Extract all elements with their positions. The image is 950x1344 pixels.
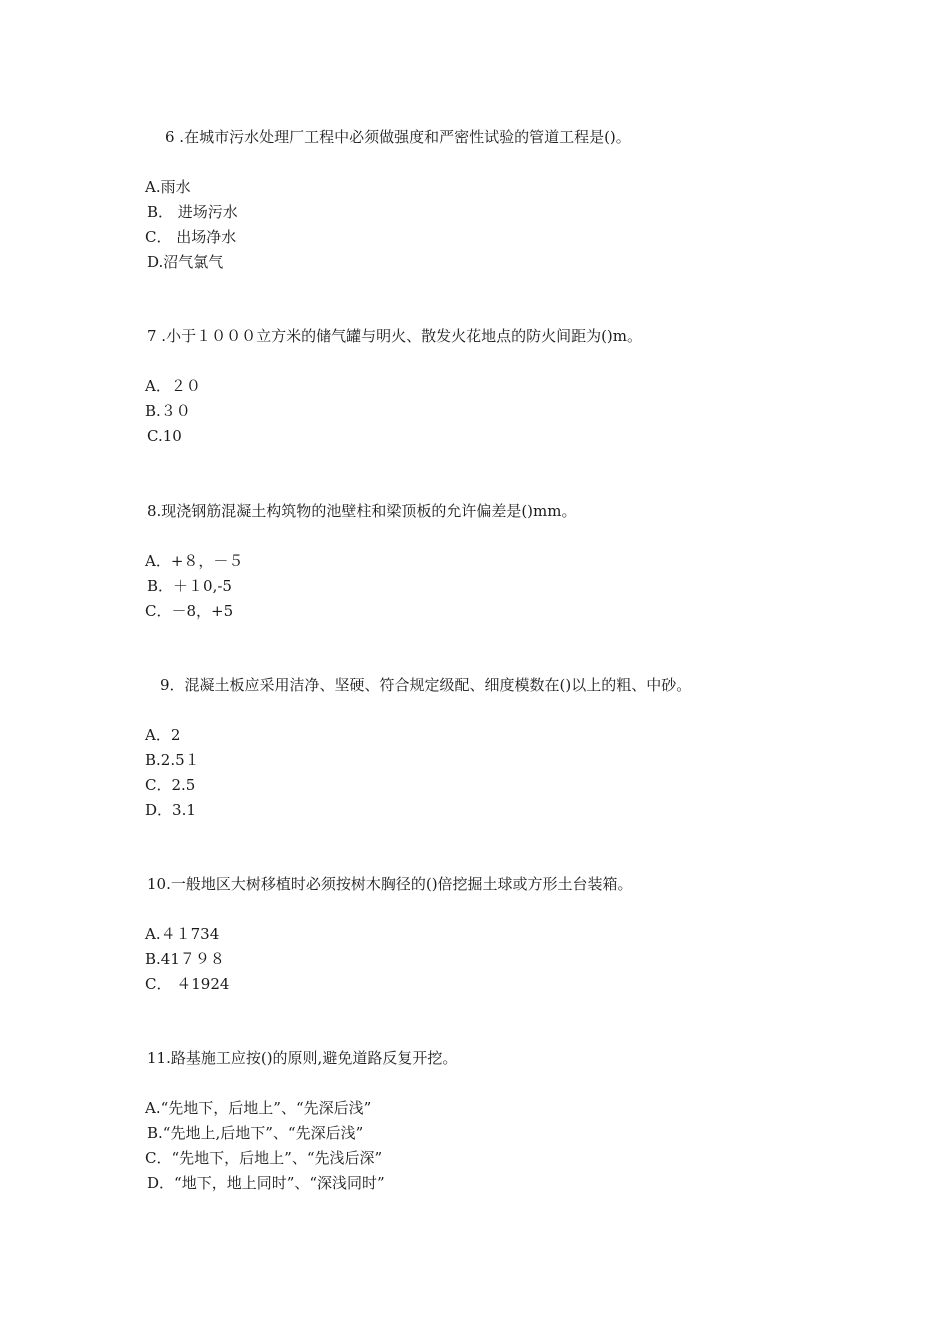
option-b: B．＋１0,-5 [147,577,232,595]
option-a: A.雨水 [145,178,191,196]
option-d: D．“地下，地上同时”、“深浅同时” [147,1174,385,1192]
option-c: C.10 [147,427,182,445]
option-d: D.沼气氯气 [147,253,224,271]
option-c: C．2.5 [145,776,196,794]
option-b: B.41７９８ [145,950,225,968]
question-stem: 11.路基施工应按()的原则,避免道路反复开挖。 [147,1049,458,1067]
option-b: B.2.5１ [145,751,200,769]
option-d: D．3.1 [145,801,196,819]
question-stem: 10.一般地区大树移植时必须按树木胸径的()倍挖掘土球或方形土台装箱。 [147,875,633,893]
option-a: A．2 [145,726,181,744]
question-stem: 9．混凝土板应采用洁净、坚硬、符合规定级配、细度模数在()以上的粗、中砂。 [160,676,692,694]
option-b: B． 进场污水 [147,203,238,221]
option-a: A．+８，－５ [145,552,244,570]
option-b: B.３０ [145,402,191,420]
option-a: A.４１734 [145,925,220,943]
option-c: C． ４1924 [145,975,230,993]
option-a: A.“先地下，后地上”、“先深后浅” [145,1099,372,1117]
option-c: C．“先地下，后地上”、“先浅后深” [145,1149,383,1167]
option-c: C．－8，+5 [145,602,234,620]
option-b: B.“先地上,后地下”、“先深后浅” [147,1124,364,1142]
question-stem: 8.现浇钢筋混凝土构筑物的池壁柱和梁顶板的允许偏差是()mm。 [147,502,577,520]
question-stem: 7 .小于１０００立方米的储气罐与明火、散发火花地点的防火间距为()m。 [147,327,643,345]
option-c: C． 出场净水 [145,228,237,246]
question-stem: 6 .在城市污水处理厂工程中必须做强度和严密性试验的管道工程是()。 [165,128,631,146]
option-a: A．２０ [145,377,201,395]
